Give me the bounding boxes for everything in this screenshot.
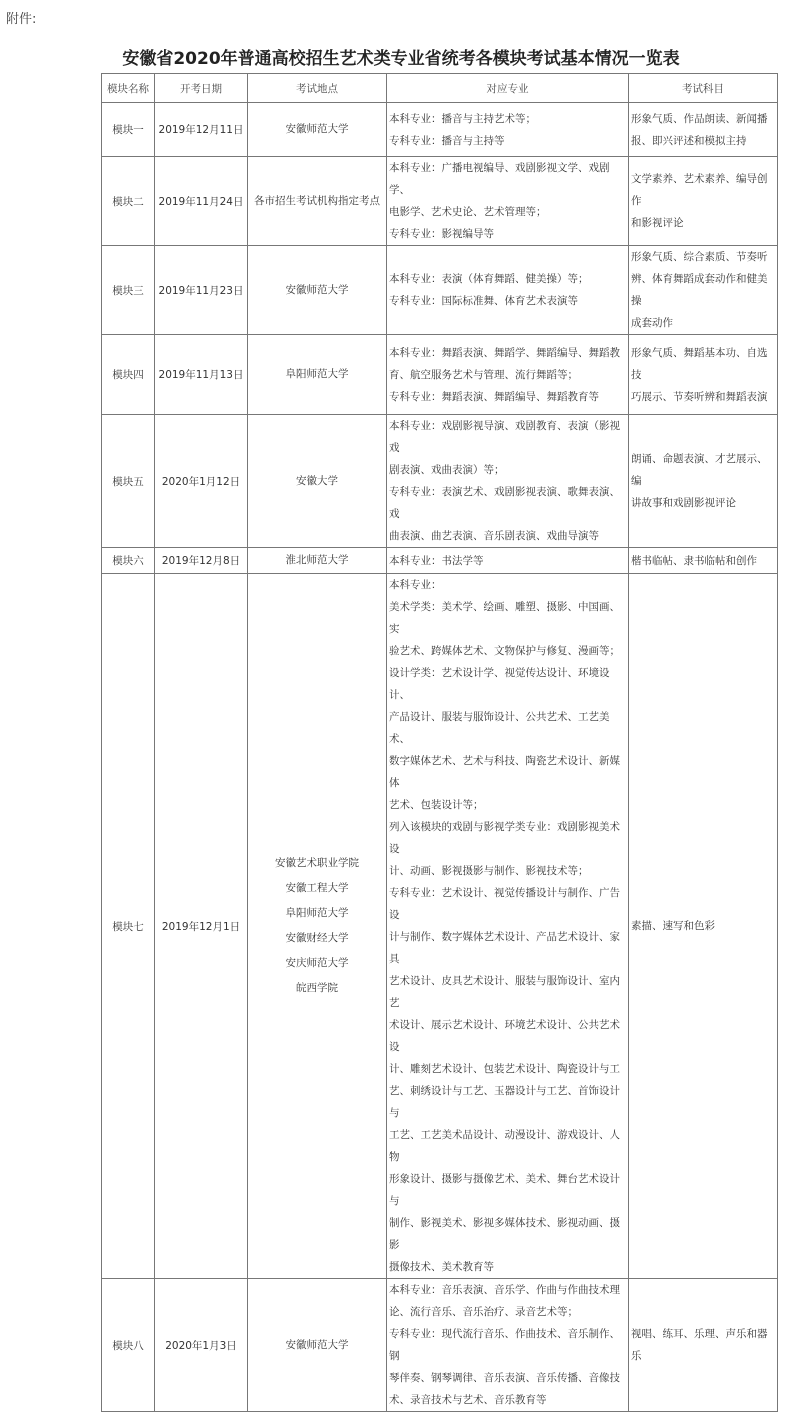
major-line: 电影学、艺术史论、艺术管理等； [389,206,547,218]
module-name-cell: 模块八 [102,1279,155,1412]
header-subjects: 考试科目 [629,74,778,103]
table-header-row [102,74,778,103]
subject-line: 巧展示、节奏听辨和舞蹈表演 [631,390,768,403]
majors-cell [387,157,629,246]
table-row [102,157,778,246]
subject-line: 讲故事和戏剧影视评论 [631,497,736,509]
header-date: 开考日期 [155,74,248,103]
subjects-cell [629,335,778,415]
major-line: 本科专业：书法学等 [389,554,484,567]
majors-cell [387,574,629,1279]
location-line: 安徽艺术职业学院 [275,857,359,869]
major-line: 琴伴奏、钢琴调律、音乐表演、音乐传播、音像技 [389,1372,620,1384]
exam-date-cell: 2019年12月11日 [155,103,248,157]
subjects-cell [629,574,778,1279]
subject-line: 素描、速写和色彩 [631,920,715,932]
subject-line: 文学素养、艺术素养、编导创作 [631,173,768,207]
major-line: 术、录音技术与艺术、音乐教育等 [389,1394,547,1406]
module-name-cell: 模块五 [102,415,155,548]
majors-cell [387,1279,629,1412]
location-line: 皖西学院 [296,982,338,994]
location-line: 安徽工程大学 [285,882,349,894]
location-line: 安徽大学 [296,474,338,487]
major-line: 艺术设计、皮具艺术设计、服装与服饰设计、室内艺 [389,975,620,1009]
major-line: 专科专业：舞蹈表演、舞蹈编导、舞蹈教育等 [389,390,599,403]
subject-line: 成套动作 [631,317,673,329]
major-line: 本科专业：音乐表演、音乐学、作曲与作曲技术理 [389,1284,620,1296]
subject-line: 辨、体育舞蹈成套动作和健美操 [631,273,768,307]
exam-location-cell [248,335,387,415]
table-row [102,415,778,548]
module-name-cell: 模块三 [102,246,155,335]
exam-location-cell [248,1279,387,1412]
major-line: 专科专业：影视编导等 [389,228,494,240]
exam-location-cell [248,103,387,157]
location-line: 阜阳师范大学 [285,368,349,380]
location-line: 安庆师范大学 [285,957,349,969]
module-name-cell: 模块四 [102,335,155,415]
subject-line: 和影视评论 [631,217,684,229]
page-title: 安徽省2020年普通高校招生艺术类专业省统考各模块考试基本情况一览表 [122,49,680,69]
major-line: 专科专业：表演艺术、戏剧影视表演、歌舞表演、戏 [389,486,620,520]
major-line: 本科专业：广播电视编导、戏剧影视文学、戏剧学、 [389,162,610,196]
exam-date-cell: 2020年1月3日 [155,1279,248,1412]
table-row [102,246,778,335]
major-line: 计与制作、数字媒体艺术设计、产品艺术设计、家具 [389,931,620,965]
major-line: 术设计、展示艺术设计、环境艺术设计、公共艺术设 [389,1019,620,1053]
subjects-cell [629,415,778,548]
exam-date-cell: 2020年1月12日 [155,415,248,548]
header-location: 考试地点 [248,74,387,103]
major-line: 设计学类：艺术设计学、视觉传达设计、环境设计、 [389,667,610,701]
attachment-label: 附件: [6,12,37,27]
exam-location-cell [248,548,387,574]
major-line: 本科专业： [389,579,442,591]
major-line: 本科专业：戏剧影视导演、戏剧教育、表演（影视戏 [389,420,620,454]
header-majors: 对应专业 [387,74,629,103]
major-line: 艺、刺绣设计与工艺、玉器设计与工艺、首饰设计与 [389,1085,620,1119]
location-line: 阜阳师范大学 [285,907,349,919]
subject-line: 形象气质、综合素质、节奏听 [631,251,768,263]
subject-line: 形象气质、作品朗读、新闻播 [631,112,768,125]
location-line: 安徽师范大学 [285,1338,349,1351]
module-name-cell: 模块一 [102,103,155,157]
location-line: 安徽师范大学 [285,283,349,296]
majors-cell [387,548,629,574]
exam-location-cell [248,157,387,246]
major-line: 专科专业：现代流行音乐、作曲技术、音乐制作、钢 [389,1328,620,1362]
major-line: 专科专业：国际标准舞、体育艺术表演等 [389,295,578,307]
major-line: 产品设计、服装与服饰设计、公共艺术、工艺美术、 [389,711,610,745]
subjects-cell [629,157,778,246]
subject-line: 视唱、练耳、乐理、声乐和器乐 [631,1328,768,1362]
exam-date-cell: 2019年11月24日 [155,157,248,246]
exam-location-cell [248,246,387,335]
majors-cell [387,335,629,415]
subject-line: 楷书临帖、隶书临帖和创作 [631,554,757,567]
table-body [102,103,778,1412]
exam-date-cell: 2019年11月23日 [155,246,248,335]
major-line: 制作、影视美术、影视多媒体技术、影视动画、摄影 [389,1217,620,1251]
major-line: 计、雕刻艺术设计、包装艺术设计、陶瓷设计与工 [389,1063,620,1075]
header-module: 模块名称 [102,74,155,103]
major-line: 本科专业：播音与主持艺术等； [389,112,536,125]
major-line: 美术学类：美术学、绘画、雕塑、摄影、中国画、实 [389,601,620,635]
major-line: 论、流行音乐、音乐治疗、录音艺术等； [389,1306,578,1318]
location-line: 各市招生考试机构指定考点 [254,194,380,207]
major-line: 专科专业：艺术设计、视觉传播设计与制作、广告设 [389,887,620,921]
table-row [102,103,778,157]
location-line: 安徽财经大学 [285,932,349,944]
subject-line: 朗诵、命题表演、才艺展示、编 [631,453,768,487]
major-line: 艺术、包装设计等； [389,799,484,811]
table-row [102,548,778,574]
module-name-cell: 模块七 [102,574,155,1279]
major-line: 本科专业：表演（体育舞蹈、健美操）等； [389,273,589,285]
major-line: 育、航空服务艺术与管理、流行舞蹈等； [389,368,578,381]
majors-cell [387,103,629,157]
module-name-cell: 模块二 [102,157,155,246]
subjects-cell [629,1279,778,1412]
table-row [102,335,778,415]
location-line: 安徽师范大学 [285,123,349,135]
exam-location-cell [248,415,387,548]
exam-date-cell: 2019年12月8日 [155,548,248,574]
subject-line: 形象气质、舞蹈基本功、自选技 [631,346,768,381]
table-row [102,1279,778,1412]
major-line: 形象设计、摄影与摄像艺术、美术、舞台艺术设计与 [389,1173,620,1207]
majors-cell [387,246,629,335]
exam-info-table [101,73,778,1412]
exam-date-cell: 2019年11月13日 [155,335,248,415]
subject-line: 报、即兴评述和模拟主持 [631,134,747,147]
exam-location-cell [248,574,387,1279]
major-line: 本科专业：舞蹈表演、舞蹈学、舞蹈编导、舞蹈教 [389,346,620,359]
major-line: 专科专业：播音与主持等 [389,134,505,147]
table-row [102,574,778,1279]
major-line: 曲表演、曲艺表演、音乐剧表演、戏曲导演等 [389,530,599,542]
major-line: 摄像技术、美术教育等 [389,1261,494,1273]
majors-cell [387,415,629,548]
location-line: 淮北师范大学 [285,554,349,566]
exam-date-cell: 2019年12月1日 [155,574,248,1279]
major-line: 验艺术、跨媒体艺术、文物保护与修复、漫画等； [389,645,620,657]
module-name-cell: 模块六 [102,548,155,574]
major-line: 计、动画、影视摄影与制作、影视技术等； [389,865,589,877]
major-line: 剧表演、戏曲表演）等； [389,464,505,476]
major-line: 数字媒体艺术、艺术与科技、陶瓷艺术设计、新媒体 [389,755,620,789]
subjects-cell [629,103,778,157]
subjects-cell [629,246,778,335]
major-line: 工艺、工艺美术品设计、动漫设计、游戏设计、人物 [389,1129,620,1163]
subjects-cell [629,548,778,574]
major-line: 列入该模块的戏剧与影视学类专业：戏剧影视美术设 [389,821,620,855]
